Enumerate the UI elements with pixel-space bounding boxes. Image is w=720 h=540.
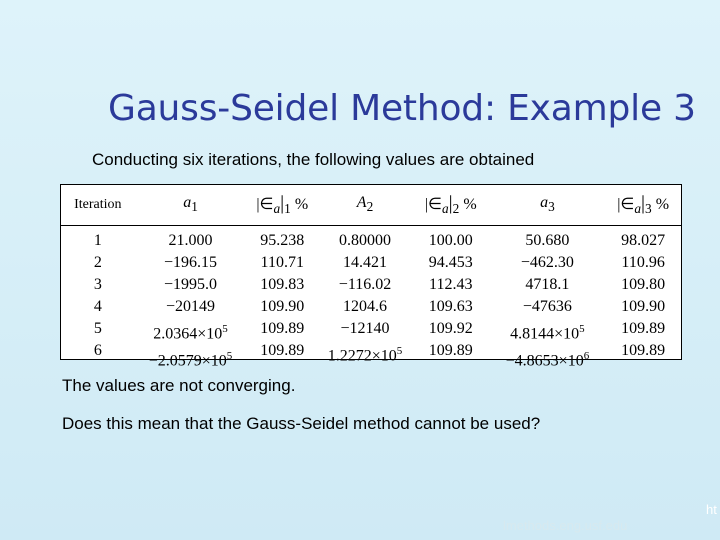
header-iteration: Iteration [61,185,135,226]
table-cell: 109.89 [621,320,666,337]
table-cell: −47636 [522,298,572,315]
slide-title: Gauss-Seidel Method: Example 3 [108,88,696,129]
table-column-6 [605,226,681,374]
table-column-0 [61,226,135,374]
note-not-converging: The values are not converging. [62,376,296,395]
table-cell: 98.027 [621,232,666,249]
table-cell: 109.80 [621,276,666,293]
header-error-4: $|\in_a|_2$ % [412,185,490,226]
table-cell: 5 [93,320,102,337]
table-cell: 109.89 [260,342,305,359]
table-column-3 [318,226,412,374]
note-question: Does this mean that the Gauss-Seidel method cannot be used? [62,414,541,433]
corner-text: ht [706,502,717,517]
table-cell: 6 [93,342,102,359]
table-cell: 110.71 [260,254,304,271]
table-cell: 109.90 [260,298,305,315]
table-cell: 95.238 [260,232,305,249]
table-cell: 4 [93,298,102,315]
table-cell: 109.92 [428,320,473,337]
table-cell: 112.43 [429,276,473,293]
table-cell: −20149 [166,298,216,315]
table-cell: 109.90 [621,298,666,315]
table-cell: 1204.6 [343,298,388,315]
table-column-1 [135,226,247,374]
header-variable-1: $a_1$ [135,185,247,226]
iteration-table [61,185,681,374]
table-cell: $-4.8653\times 10^6$ [505,350,590,370]
table-cell: −196.15 [164,254,218,271]
header-error-2: $|\in_a|_1$ % [246,185,318,226]
table-cell: 21.000 [168,232,213,249]
table-cell: 3 [93,276,102,293]
table-cell: 2 [93,254,102,271]
table-cell: −1995.0 [164,276,218,293]
table-cell: 50.680 [525,232,570,249]
table-cell: 1 [93,232,102,249]
table-cell: $1.2272\times 10^5$ [327,345,403,365]
table-cell: 109.83 [260,276,305,293]
header-variable-5: $a_3$ [490,185,606,226]
header-variable-3: $A_2$ [318,185,412,226]
table-column-2 [246,226,318,374]
slide-subtitle: Conducting six iterations, the following values are obtained [92,150,535,169]
table-cell: 110.96 [621,254,665,271]
table-cell: $4.8144\times 10^5$ [510,323,585,343]
table-cell: 0.80000 [339,232,392,249]
table-cell: $2.0364\times 10^5$ [153,323,228,343]
table-cell: 100.00 [428,232,473,249]
iteration-table-container [60,184,682,370]
table-cell: −462.30 [520,254,574,271]
footer-url: lmethods.eng.usf.edu [503,518,628,533]
table-cell: 109.89 [621,342,666,359]
table-cell: 4718.1 [525,276,570,293]
table-cell: $-2.0579\times 10^5$ [148,350,233,370]
table-cell: 109.89 [260,320,305,337]
table-cell: 14.421 [343,254,388,271]
header-error-6: $|\in_a|_3$ % [605,185,681,226]
table-body-row [61,226,681,374]
table-cell: −12140 [340,320,390,337]
table-cell: 94.453 [428,254,473,271]
table-header-row [61,185,681,226]
table-column-5 [490,226,606,374]
table-column-4 [412,226,490,374]
table-cell: −116.02 [338,276,392,293]
table-cell: 109.63 [428,298,473,315]
table-cell: 109.89 [428,342,473,359]
